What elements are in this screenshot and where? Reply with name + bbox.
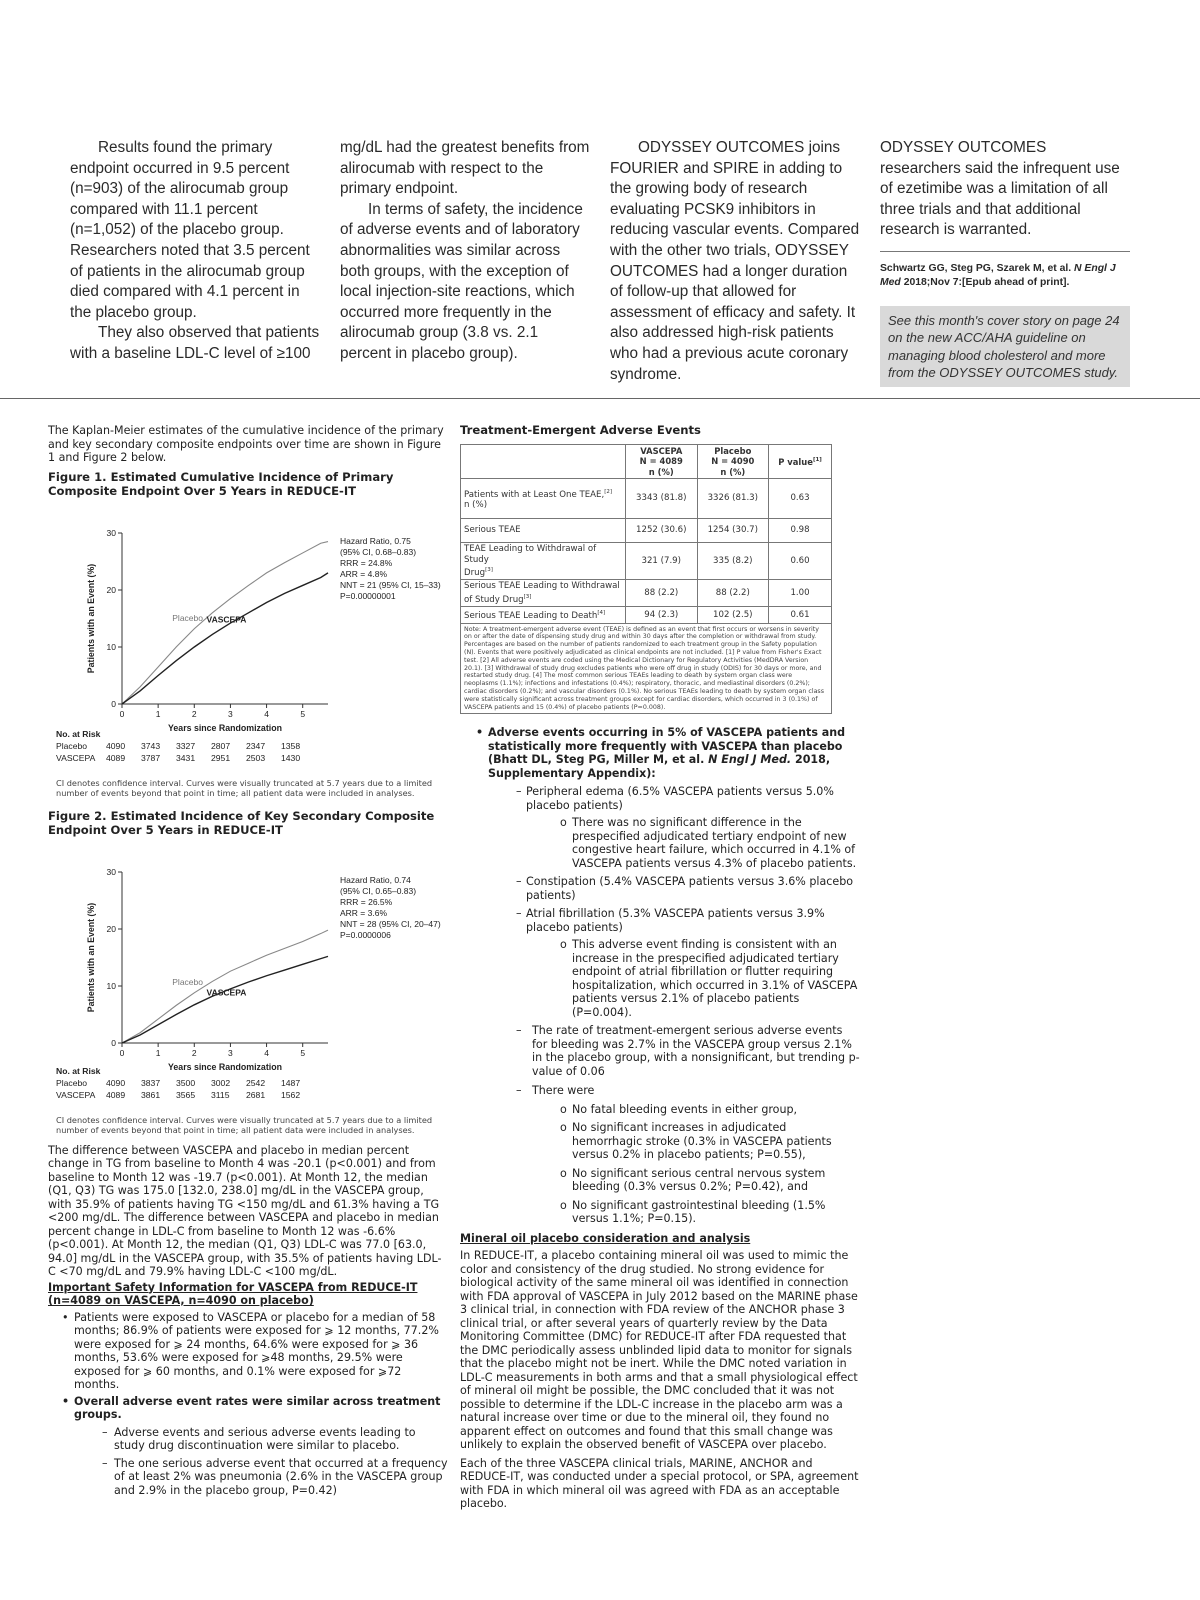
- series-line-vascepa: [122, 956, 328, 1043]
- paragraph: They also observed that patients with a baseline LDL-C level of ≥100: [70, 324, 320, 362]
- x-tick-label: 5: [300, 708, 306, 719]
- hazard-stat: (95% CI, 0.68–0.83): [340, 546, 417, 557]
- header-unit: n (%): [720, 466, 746, 477]
- hazard-stat: ARR = 3.6%: [340, 907, 388, 918]
- header-unit: n (%): [648, 466, 674, 477]
- y-tick-label: 0: [111, 1037, 116, 1048]
- table-header-empty: [461, 444, 626, 479]
- table-title: Treatment-Emergent Adverse Events: [460, 423, 701, 437]
- cell-p-value: 0.60: [769, 543, 832, 580]
- risk-header: No. at Risk: [56, 1065, 101, 1076]
- series-label-placebo: Placebo: [172, 612, 203, 623]
- x-tick-label: 1: [155, 1047, 161, 1058]
- risk-value: 4090: [106, 1077, 126, 1088]
- figure-2-title: Figure 2. Estimated Incidence of Key Secondary Composite Endpoint Over 5 Years in REDUCE-IT: [48, 808, 435, 837]
- header-name: P value: [778, 456, 813, 467]
- adverse-events-list: [460, 726, 860, 1226]
- risk-value: 3787: [141, 752, 161, 763]
- risk-row-placebo: [56, 740, 448, 752]
- cover-story-note: See this month's cover story on page 24 on the new ACC/AHA guideline on managing blood cholesterol and more from the ODYSSEY OUTCOMES study.: [880, 306, 1130, 387]
- article-column-1: [70, 138, 320, 365]
- x-tick-label: 1: [155, 708, 161, 719]
- risk-value: 2807: [211, 740, 231, 751]
- x-axis-label: Years since Randomization: [168, 722, 282, 733]
- list-item: [460, 726, 860, 780]
- footnote-ref: [2]: [604, 488, 612, 495]
- y-tick-label: 10: [106, 641, 116, 652]
- label-text: Serious TEAE Leading to Withdrawal: [464, 581, 620, 592]
- tg-paragraph: The difference between VASCEPA and placebo in median percent change in TG from baseline to Month 4 was -20.1 (p<0.001) and from baseline to Month 12 was -19.7 (p<0.001). At Month 12, the median (Q1, Q3) TG was 175.0 [132.0, 238.0] mg/dL in the VASCEPA group, with 35.9% of patients having TG <150 mg/dL and 61.3% having a TG <200 mg/dL. The difference between VASCEPA and placebo in median percent change in LDL-C from baseline to Month 12 was -6.6% (p<0.001). At Month 12, the median (Q1, Q3) LDL-C was 77.0 [63.0, 94.0] mg/dL in the VASCEPA group, with 35.5% of patients having LDL-C <70 mg/dL and 79.9% having LDL-C <100 mg/dL.: [48, 1143, 442, 1278]
- cell-placebo: 88 (2.2): [697, 580, 769, 607]
- x-tick-label: 0: [119, 1047, 125, 1058]
- hazard-stat: NNT = 21 (95% CI, 15–33): [340, 579, 441, 590]
- cell-placebo: 1254 (30.7): [697, 519, 769, 543]
- x-tick-label: 2: [191, 1047, 197, 1058]
- left-column: [48, 424, 448, 1497]
- risk-value: 2347: [246, 740, 266, 751]
- figure-1-risk-table: [48, 728, 448, 764]
- list-item: o This adverse event finding is consistent with an increase in the prespecified adjudicated tertiary endpoint of atrial fibrillation or flutter requiring hospitalization, which occurred in 3.1% of VASCEPA patients versus 2.1% of placebo patients (P=0.004).: [460, 938, 860, 1019]
- table-row: [461, 479, 832, 519]
- y-tick-label: 30: [106, 527, 116, 538]
- list-item: o No fatal bleeding events in either group,: [460, 1103, 860, 1117]
- risk-value: 3837: [141, 1077, 161, 1088]
- isi-heading: Important Safety Information for VASCEPA from REDUCE-IT (n=4089 on VASCEPA, n=4090 on placebo): [48, 1280, 418, 1307]
- x-tick-label: 5: [300, 1047, 306, 1058]
- risk-value: 3743: [141, 740, 161, 751]
- cell-vascepa: 94 (2.3): [626, 607, 698, 623]
- label-text: of Study Drug: [464, 594, 524, 605]
- row-label: [461, 580, 626, 607]
- risk-label: VASCEPA: [56, 1089, 96, 1100]
- list-item: o No significant increases in adjudicated hemorrhagic stroke (0.3% in VASCEPA patients versus 0.2% in placebo patients; P=0.55),: [460, 1121, 860, 1162]
- risk-value: 3565: [176, 1089, 196, 1100]
- risk-value: 3115: [211, 1089, 230, 1100]
- article-column-4: [880, 138, 1130, 387]
- risk-value: 4089: [106, 752, 126, 763]
- paragraph: ODYSSEY OUTCOMES joins FOURIER and SPIRE in adding to the growing body of research evaluating PCSK9 inhibitors in reducing vascular events. Compared with the other two trials, ODYSSEY OUTCOMES had a longer duration of follow-up that allowed for assessment of efficacy and safety. It also addressed high-risk patients who had a previous acute coronary syndrome.: [610, 139, 860, 383]
- risk-value: 3861: [141, 1089, 161, 1100]
- y-tick-label: 20: [106, 923, 116, 934]
- series-label-vascepa: VASCEPA: [206, 614, 247, 625]
- label-text: n (%): [464, 499, 488, 510]
- cell-vascepa: 321 (7.9): [626, 543, 698, 580]
- cell-placebo: 102 (2.5): [697, 607, 769, 623]
- table-header-row: [461, 444, 832, 479]
- mineral-oil-paragraph: Each of the three VASCEPA clinical trials, MARINE, ANCHOR and REDUCE-IT, was conducted under a special protocol, or SPA, agreement with FDA in which mineral oil was agreed with FDA as an acceptable placebo.: [460, 1456, 859, 1511]
- cell-vascepa: 88 (2.2): [626, 580, 698, 607]
- header-name: VASCEPA: [640, 445, 683, 456]
- y-tick-label: 30: [106, 866, 116, 877]
- cell-p-value: 0.63: [769, 479, 832, 519]
- table-header-vascepa: [626, 444, 698, 479]
- mineral-oil-paragraph: In REDUCE-IT, a placebo containing mineral oil was used to mimic the color and consistency of the drug studied. No strong evidence for biological activity of the same mineral oil was identified in connection with FDA approval of VASCEPA in July 2012 based on the MARINE phase 3 clinical trial, in connection with FDA review of the ANCHOR phase 3 clinical trial, or after several years of quarterly review by the Data Monitoring Committee (DMC) for REDUCE-IT after FDA requested that the DMC periodically assess unblinded lipid data to monitor for signals that the placebo might not be inert. While the DMC noted variation in LDL-C measurements in both arms and that a small physiological effect of mineral oil might be possible, the DMC concluded that it was not possible to determine if the LDL-C increase in the placebo arm was a natural increase over time or due to the mineral oil, they found no apparent effect on outcomes and found that this small change was unlikely to explain the observed benefit of VASCEPA over placebo.: [460, 1249, 858, 1452]
- hazard-stat: P=0.0000006: [340, 929, 391, 940]
- citation: [880, 251, 1130, 290]
- section-divider: [0, 398, 1200, 399]
- list-item: o There was no significant difference in the prespecified adjudicated tertiary endpoint of new congestive heart failure, which occurred in 4.1% of VASCEPA patients versus 4.3% of placebo patients.: [460, 816, 860, 870]
- x-tick-label: 0: [119, 708, 125, 719]
- paragraph: mg/dL had the greatest benefits from alirocumab with respect to the primary endpoint.: [340, 139, 590, 198]
- cell-placebo: 335 (8.2): [697, 543, 769, 580]
- series-line-placebo: [122, 930, 328, 1043]
- label-text: Patients with at Least One TEAE,: [464, 489, 605, 500]
- paragraph: In terms of safety, the incidence of adverse events and of laboratory abnormalities was similar across both groups, with the exception of local injection-site reactions, which occurred more frequently in the alirocumab group (3.8 vs. 2.1 percent in placebo group).: [340, 200, 583, 362]
- cell-p-value: 1.00: [769, 580, 832, 607]
- risk-label: Placebo: [56, 740, 88, 751]
- risk-value: 1487: [281, 1077, 301, 1088]
- adverse-events-table: [460, 444, 832, 624]
- risk-row-vascepa: [56, 1089, 448, 1101]
- label-text: Serious TEAE Leading to Death: [464, 611, 598, 622]
- table-header-p: [769, 444, 832, 479]
- row-label: [461, 479, 626, 519]
- paragraph: ODYSSEY OUTCOMES researchers said the infrequent use of ezetimibe was a limitation of all three trials and that additional research is warranted.: [880, 139, 1120, 239]
- y-axis-label: Patients with an Event (%): [86, 902, 96, 1012]
- row-label: [461, 543, 626, 580]
- figure-1-note: CI denotes confidence interval. Curves were visually truncated at 5.7 years due to a limited number of events beyond that point in time; all patient data were included in analyses.: [56, 777, 433, 798]
- x-tick-label: 3: [228, 708, 233, 719]
- hazard-stat: Hazard Ratio, 0.75: [340, 535, 411, 546]
- risk-label: VASCEPA: [56, 752, 96, 763]
- risk-value: 1562: [281, 1089, 301, 1100]
- table-row: [461, 519, 832, 543]
- label-text: Serious TEAE: [464, 525, 521, 536]
- right-column: [460, 424, 860, 1511]
- mineral-oil-heading: Mineral oil placebo consideration and analysis: [460, 1231, 751, 1245]
- table-footnote: Note: A treatment-emergent adverse event (TEAE) is defined as an event that first occurs or worsens in severity on or after the date of dispensing study drug and within 30 days after the completion or withdrawal from study. Percentages are based on the number of patients randomized to each treatment group in the Safety population (N). Events that were positively adjudicated as clinical endpoints are not included. [1] P value from Fisher's Exact test. [2] All adverse events are coded using the Medical Dictionary for Regulatory Activities (MedDRA Version 20.1). [3] Withdrawal of study drug excludes patients who were off drug in study (ODIS) for 30 days or more, and restarted study drug. [4] The most common serious TEAEs leading to death by system organ class were neoplasms (1.1%); infections and infestations (0.4%); respiratory, thoracic, and mediastinal disorders (0.2%); cardiac disorders (0.2%); and vascular disorders (0.1%). No serious TEAEs leading to death by system organ class were statistically significant across treatment groups except for cardiac disorders, which occurred in 3 (0.1%) of VASCEPA patients and 15 (0.4%) of placebo patients (P=0.008).: [460, 624, 832, 715]
- footnote-ref: [3]: [485, 567, 493, 573]
- hazard-stat: Hazard Ratio, 0.74: [340, 874, 411, 885]
- header-n: N = 4089: [639, 456, 683, 466]
- risk-value: 2681: [246, 1089, 266, 1100]
- hazard-stat: (95% CI, 0.65–0.83): [340, 885, 417, 896]
- risk-value: 3500: [176, 1077, 196, 1088]
- article-column-3: [610, 138, 860, 385]
- footnote-ref: [1]: [812, 457, 822, 464]
- y-tick-label: 10: [106, 980, 116, 991]
- risk-value: 1430: [281, 752, 301, 763]
- label-text: TEAE Leading to Withdrawal of Study: [464, 544, 597, 565]
- cell-p-value: 0.98: [769, 519, 832, 543]
- footnote-ref: [4]: [597, 610, 606, 617]
- risk-value: 3327: [176, 740, 196, 751]
- figure-1-title: Figure 1. Estimated Cumulative Incidence of Primary Composite Endpoint Over 5 Years in REDUCE-IT: [48, 469, 394, 498]
- table-row: [461, 543, 832, 580]
- cell-vascepa: 1252 (30.6): [626, 519, 698, 543]
- cell-placebo: 3326 (81.3): [697, 479, 769, 519]
- x-tick-label: 3: [228, 1047, 233, 1058]
- x-axis-label: Years since Randomization: [168, 1061, 282, 1072]
- series-label-placebo: Placebo: [172, 976, 203, 987]
- risk-value: 3002: [211, 1077, 231, 1088]
- header-n: N = 4090: [711, 456, 755, 466]
- list-item: – The one serious adverse event that occurred at a frequency of at least 2% was pneumonia (2.6% in the VASCEPA group and 2.9% in the placebo group, P=0.42): [48, 1457, 448, 1498]
- header-name: Placebo: [714, 445, 752, 456]
- list-item: – There were: [460, 1084, 860, 1098]
- risk-row-vascepa: [56, 752, 448, 764]
- table-header-placebo: [697, 444, 769, 479]
- list-item: – Constipation (5.4% VASCEPA patients versus 3.6% placebo patients): [460, 875, 860, 902]
- hazard-stat: RRR = 26.5%: [340, 896, 393, 907]
- risk-header: No. at Risk: [56, 728, 101, 739]
- risk-label: Placebo: [56, 1077, 88, 1088]
- figure-2-note: CI denotes confidence interval. Curves were visually truncated at 5.7 years due to a limited number of events beyond that point in time; all patient data were included in analyses.: [56, 1114, 433, 1135]
- x-tick-label: 2: [191, 708, 197, 719]
- series-label-vascepa: VASCEPA: [206, 987, 247, 998]
- citation-details: 2018;Nov 7:[Epub ahead of print].: [903, 276, 1070, 288]
- paragraph: Results found the primary endpoint occurred in 9.5 percent (n=903) of the alirocumab group compared with 11.1 percent (n=1,052) of the placebo group. Researchers noted that 3.5 percent of patients in the alirocumab group died compared with 4.1 percent in the placebo group.: [70, 139, 310, 321]
- list-item: – The rate of treatment-emergent serious adverse events for bleeding was 2.7% in the VASCEPA group versus 2.1% in the placebo group, with a nonsignificant, but trending p-value of 0.06: [460, 1024, 860, 1078]
- list-item: • Patients were exposed to VASCEPA or placebo for a median of 58 months; 86.9% of patients were exposed for ⩾ 12 months, 77.2% were exposed for ⩾ 24 months, 64.6% were exposed for ⩾ 36 months, 53.6% were exposed for ⩾48 months, 29.5% were exposed for ⩾ 60 months, and 0.1% were exposed for ⩾72 months.: [48, 1311, 448, 1392]
- hazard-stat: P=0.00000001: [340, 590, 396, 601]
- list-item: o No significant serious central nervous system bleeding (0.3% versus 0.2%; P=0.42), and: [460, 1167, 860, 1194]
- lead-text: 2018, Supplementary Appendix):: [488, 753, 831, 780]
- y-axis-label: Patients with an Event (%): [86, 563, 96, 673]
- risk-value: 2542: [246, 1077, 266, 1088]
- isi-list: [48, 1311, 448, 1422]
- table-row: [461, 580, 832, 607]
- figure-1-chart: [48, 498, 448, 733]
- list-item: • Overall adverse event rates were similar across treatment groups.: [48, 1395, 448, 1422]
- citation-authors: Schwartz GG, Steg PG, Szarek M, et al.: [880, 262, 1072, 274]
- citation-journal: N Engl J Med: [880, 262, 1116, 288]
- risk-value: 2951: [211, 752, 231, 763]
- hazard-stat: RRR = 24.8%: [340, 557, 393, 568]
- y-tick-label: 0: [111, 698, 116, 709]
- risk-value: 1358: [281, 740, 301, 751]
- risk-value: 2503: [246, 752, 266, 763]
- list-item: o No significant gastrointestinal bleeding (1.5% versus 1.1%; P=0.15).: [460, 1199, 860, 1226]
- journal-name: N Engl J Med.: [708, 753, 792, 767]
- label-text: Drug: [464, 567, 486, 578]
- list-item: – Adverse events and serious adverse events leading to study drug discontinuation were similar to placebo.: [48, 1426, 448, 1453]
- article-column-2: [340, 138, 590, 365]
- lead-text: Adverse events occurring in 5% of VASCEPA patients and statistically more frequently with VASCEPA than placebo (Bhatt DL, Steg PG, Miller M, et al.: [488, 726, 846, 767]
- intro-paragraph: The Kaplan-Meier estimates of the cumulative incidence of the primary and key secondary composite endpoints over time are shown in Figure 1 and Figure 2 below.: [48, 424, 444, 464]
- series-line-vascepa: [122, 572, 328, 703]
- hazard-stat: NNT = 28 (95% CI, 20–47): [340, 918, 441, 929]
- risk-value: 3431: [176, 752, 196, 763]
- hazard-stat: ARR = 4.8%: [340, 568, 388, 579]
- row-label: [461, 519, 626, 543]
- x-tick-label: 4: [264, 708, 269, 719]
- table-row: [461, 607, 832, 623]
- list-item: – Peripheral edema (6.5% VASCEPA patients versus 5.0% placebo patients): [460, 785, 860, 812]
- list-item: – Atrial fibrillation (5.3% VASCEPA patients versus 3.9% placebo patients): [460, 907, 860, 934]
- risk-row-placebo: [56, 1077, 448, 1089]
- cell-vascepa: 3343 (81.8): [626, 479, 698, 519]
- row-label: [461, 607, 626, 623]
- risk-value: 4090: [106, 740, 126, 751]
- cell-p-value: 0.61: [769, 607, 832, 623]
- x-tick-label: 4: [264, 1047, 269, 1058]
- y-tick-label: 20: [106, 584, 116, 595]
- risk-value: 4089: [106, 1089, 126, 1100]
- footnote-ref: [3]: [523, 593, 532, 600]
